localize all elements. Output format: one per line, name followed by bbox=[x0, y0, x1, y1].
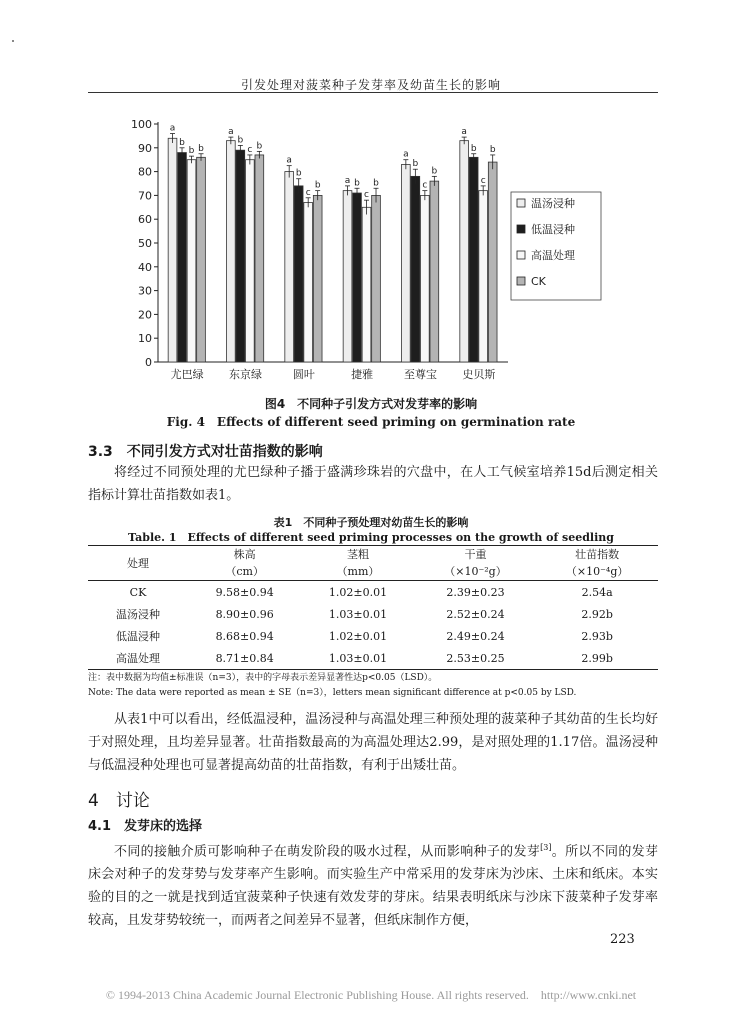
bar bbox=[187, 160, 196, 362]
unit-dryweight: （×10⁻²g） bbox=[415, 563, 537, 581]
bar bbox=[421, 195, 430, 362]
bar bbox=[353, 193, 362, 362]
bar bbox=[430, 181, 439, 362]
significance-letter: b bbox=[179, 137, 185, 148]
bar bbox=[479, 191, 488, 362]
scan-speck bbox=[12, 40, 14, 42]
unit-height: （cm） bbox=[188, 563, 301, 581]
chart-bars bbox=[168, 124, 497, 362]
y-tick-label: 90 bbox=[138, 141, 152, 155]
bar bbox=[460, 141, 469, 362]
y-tick-label: 20 bbox=[138, 308, 152, 322]
table-cell: 2.99b bbox=[536, 647, 658, 670]
chart-legend bbox=[511, 192, 601, 300]
table-cell: 高温处理 bbox=[88, 647, 188, 670]
bar bbox=[285, 172, 294, 362]
significance-letter: a bbox=[344, 175, 351, 186]
table-cell: 温汤浸种 bbox=[116, 608, 160, 621]
section-4-1-text-post: 。所以不同的发芽床会对种子的发芽势与发芽率产生影响。而实验生产中常采用的发芽床为沙床、土床和纸床。本实验的目的之一就是找到适宜菠菜种子快速有效发芽的芽床。结果表明纸床与沙床下菠菜种子发芽率较高，且发芽势较统一，而两者之间差异不显著，但纸床制作方便， bbox=[88, 844, 658, 929]
table-row bbox=[88, 581, 658, 604]
significance-letter: c bbox=[305, 187, 311, 198]
x-tick-label: 至尊宝 bbox=[404, 368, 437, 381]
x-tick-label: 史贝斯 bbox=[462, 368, 496, 381]
bar bbox=[362, 207, 371, 362]
page-number: 223 bbox=[610, 932, 635, 947]
bar bbox=[236, 150, 245, 362]
significance-letter: b bbox=[489, 144, 496, 155]
unit-index: （×10⁻⁴g） bbox=[536, 563, 658, 581]
section-3-3-text: 将经过不同预处理的尤巴绿种子播于盛满珍珠岩的穴盘中，在人工气候室培养15d后测定相关指标计算壮苗指数如表1。 bbox=[88, 465, 658, 503]
table-header-row bbox=[88, 546, 658, 564]
bar bbox=[178, 153, 187, 362]
bar bbox=[469, 157, 478, 362]
x-tick-label: 捷雅 bbox=[351, 368, 374, 381]
col-header-treatment: 处理 bbox=[88, 546, 188, 581]
table-cell: 8.90±0.96 bbox=[215, 607, 274, 621]
legend-label: 低温浸种 bbox=[531, 223, 575, 236]
y-tick-label: 60 bbox=[138, 213, 152, 227]
running-header: 引发处理对菠菜种子发芽率及幼苗生长的影响 bbox=[240, 78, 501, 92]
table-cell: 2.92b bbox=[581, 607, 613, 621]
table-cell: 8.71±0.84 bbox=[188, 647, 301, 670]
y-tick-label: 50 bbox=[138, 237, 152, 250]
significance-letter: c bbox=[480, 175, 486, 186]
significance-letter: a bbox=[169, 123, 176, 134]
copyright-footer: © 1994-2013 China Academic Journal Electronic Publishing House. All rights reserved. http://www.cnki.net bbox=[105, 988, 637, 1002]
y-tick-label: 100 bbox=[131, 118, 152, 131]
results-text: 从表1中可以看出，经低温浸种，温汤浸种与高温处理三种预处理的菠菜种子其幼苗的生长均好于对照处理，且均差异显著。壮苗指数最高的为高温处理达2.99，是对照处理的1.17倍。温汤浸种与低温浸种处理也可显著提高幼苗的壮苗指数，有利于出矮壮苗。 bbox=[88, 712, 658, 773]
significance-letter: b bbox=[314, 180, 321, 191]
bar bbox=[168, 138, 177, 362]
legend-swatch bbox=[517, 251, 525, 259]
section-4-1-paragraph bbox=[88, 836, 658, 932]
significance-letter: b bbox=[431, 166, 438, 177]
bar bbox=[411, 176, 420, 362]
significance-letter: a bbox=[461, 127, 467, 138]
legend-label: 高温处理 bbox=[531, 249, 575, 262]
y-tick-label: 40 bbox=[138, 260, 152, 274]
significance-letter: b bbox=[295, 168, 302, 179]
germination-rate-bar-chart bbox=[88, 110, 608, 395]
bar bbox=[372, 195, 381, 362]
x-tick-label: 圆叶 bbox=[292, 368, 315, 381]
table-cell: 低温浸种 bbox=[116, 630, 160, 643]
significance-letter: b bbox=[412, 159, 419, 170]
x-tick-label: 东京绿 bbox=[229, 368, 262, 381]
table-cell: 2.52±0.24 bbox=[446, 607, 505, 621]
table-cell: 1.03±0.01 bbox=[301, 647, 414, 670]
bar bbox=[488, 162, 497, 362]
section-3-3-title: 3.3 不同引发方式对壮苗指数的影响 bbox=[88, 444, 323, 460]
citation-ref: [3] bbox=[540, 843, 552, 852]
legend-swatch bbox=[517, 225, 525, 233]
significance-letter: b bbox=[256, 141, 263, 152]
table-cell: 1.02±0.01 bbox=[328, 585, 388, 599]
figure-caption-cn: 图4 不同种子引发方式对发芽率的影响 bbox=[264, 397, 478, 411]
table-caption-en: Table. 1 Effects of different seed priming processes on the growth of seedling bbox=[128, 531, 614, 544]
table-caption-cn: 表1 不同种子预处理对幼苗生长的影响 bbox=[273, 516, 469, 529]
table-cell: 1.02±0.01 bbox=[328, 629, 388, 643]
table-cell: 8.68±0.94 bbox=[215, 629, 274, 643]
significance-letter: c bbox=[364, 190, 369, 201]
header-rule bbox=[88, 92, 658, 93]
x-tick-labels bbox=[171, 367, 496, 381]
y-tick-label: 0 bbox=[145, 356, 152, 369]
table-cell: 2.54a bbox=[581, 585, 613, 599]
section-4-1-text-pre: 不同的接触介质可影响种子在萌发阶段的吸水过程，从而影响种子的发芽 bbox=[114, 844, 541, 860]
col-header-stem: 茎粗 bbox=[301, 546, 414, 564]
table-cell: 2.49±0.24 bbox=[446, 629, 505, 643]
significance-letter: a bbox=[228, 127, 234, 138]
bar bbox=[227, 141, 236, 362]
table-note-en: Note: The data were reported as mean ± SE（n=3），letters mean significant difference at p<0.05 by LSD. bbox=[88, 688, 577, 698]
significance-letter: b bbox=[354, 178, 360, 189]
col-header-dryweight: 干重 bbox=[415, 546, 537, 564]
y-tick-label: 30 bbox=[138, 284, 152, 298]
results-paragraph bbox=[88, 708, 658, 777]
significance-letter: c bbox=[247, 144, 253, 155]
table-cell: CK bbox=[129, 585, 147, 599]
significance-letter: b bbox=[470, 143, 477, 154]
significance-letter: c bbox=[422, 180, 428, 191]
y-tick-label: 70 bbox=[138, 189, 152, 203]
y-tick-label: 80 bbox=[138, 165, 152, 179]
section-3-3-paragraph bbox=[88, 461, 658, 507]
significance-letter: a bbox=[403, 149, 409, 160]
table-row bbox=[88, 603, 658, 625]
table-cell: 9.58±0.94 bbox=[215, 585, 274, 599]
table-cell: 1.03±0.01 bbox=[328, 607, 388, 621]
unit-stem: （mm） bbox=[301, 563, 414, 581]
table-row bbox=[88, 647, 658, 670]
significance-letter: b bbox=[188, 146, 195, 157]
seedling-growth-table bbox=[88, 545, 658, 670]
table-note-cn: 注：表中数据为均值±标准误（n=3），表中的字母表示差异显著性达p<0.05（LSD）。 bbox=[88, 673, 438, 683]
significance-letter: b bbox=[373, 178, 379, 189]
bar bbox=[255, 155, 264, 362]
significance-letter: a bbox=[286, 155, 292, 166]
table-cell: 2.93b bbox=[581, 629, 613, 643]
significance-letter: b bbox=[237, 135, 244, 146]
bar bbox=[343, 191, 352, 362]
bar bbox=[304, 203, 313, 362]
section-4-1-title: 4.1 发芽床的选择 bbox=[88, 819, 203, 834]
table-cell: 2.39±0.23 bbox=[446, 585, 505, 599]
legend-swatch bbox=[517, 277, 525, 285]
legend-label: CK bbox=[531, 275, 546, 288]
y-tick-label: 10 bbox=[138, 332, 152, 346]
x-tick-label: 尤巴绿 bbox=[170, 368, 204, 381]
figure-caption-en: Fig. 4 Effects of different seed priming on germination rate bbox=[166, 415, 576, 429]
bar bbox=[313, 195, 322, 362]
bar bbox=[246, 160, 255, 362]
col-header-index: 壮苗指数 bbox=[536, 546, 658, 564]
table-cell: 2.53±0.25 bbox=[415, 647, 537, 670]
bar bbox=[294, 186, 303, 362]
section-4-title: 4 讨论 bbox=[88, 791, 150, 811]
bar bbox=[197, 157, 206, 362]
legend-swatch bbox=[517, 199, 525, 207]
col-header-height: 株高 bbox=[188, 546, 301, 564]
legend-label: 温汤浸种 bbox=[531, 197, 575, 210]
significance-letter: b bbox=[198, 143, 204, 154]
table-row bbox=[88, 625, 658, 647]
bar bbox=[402, 164, 411, 362]
